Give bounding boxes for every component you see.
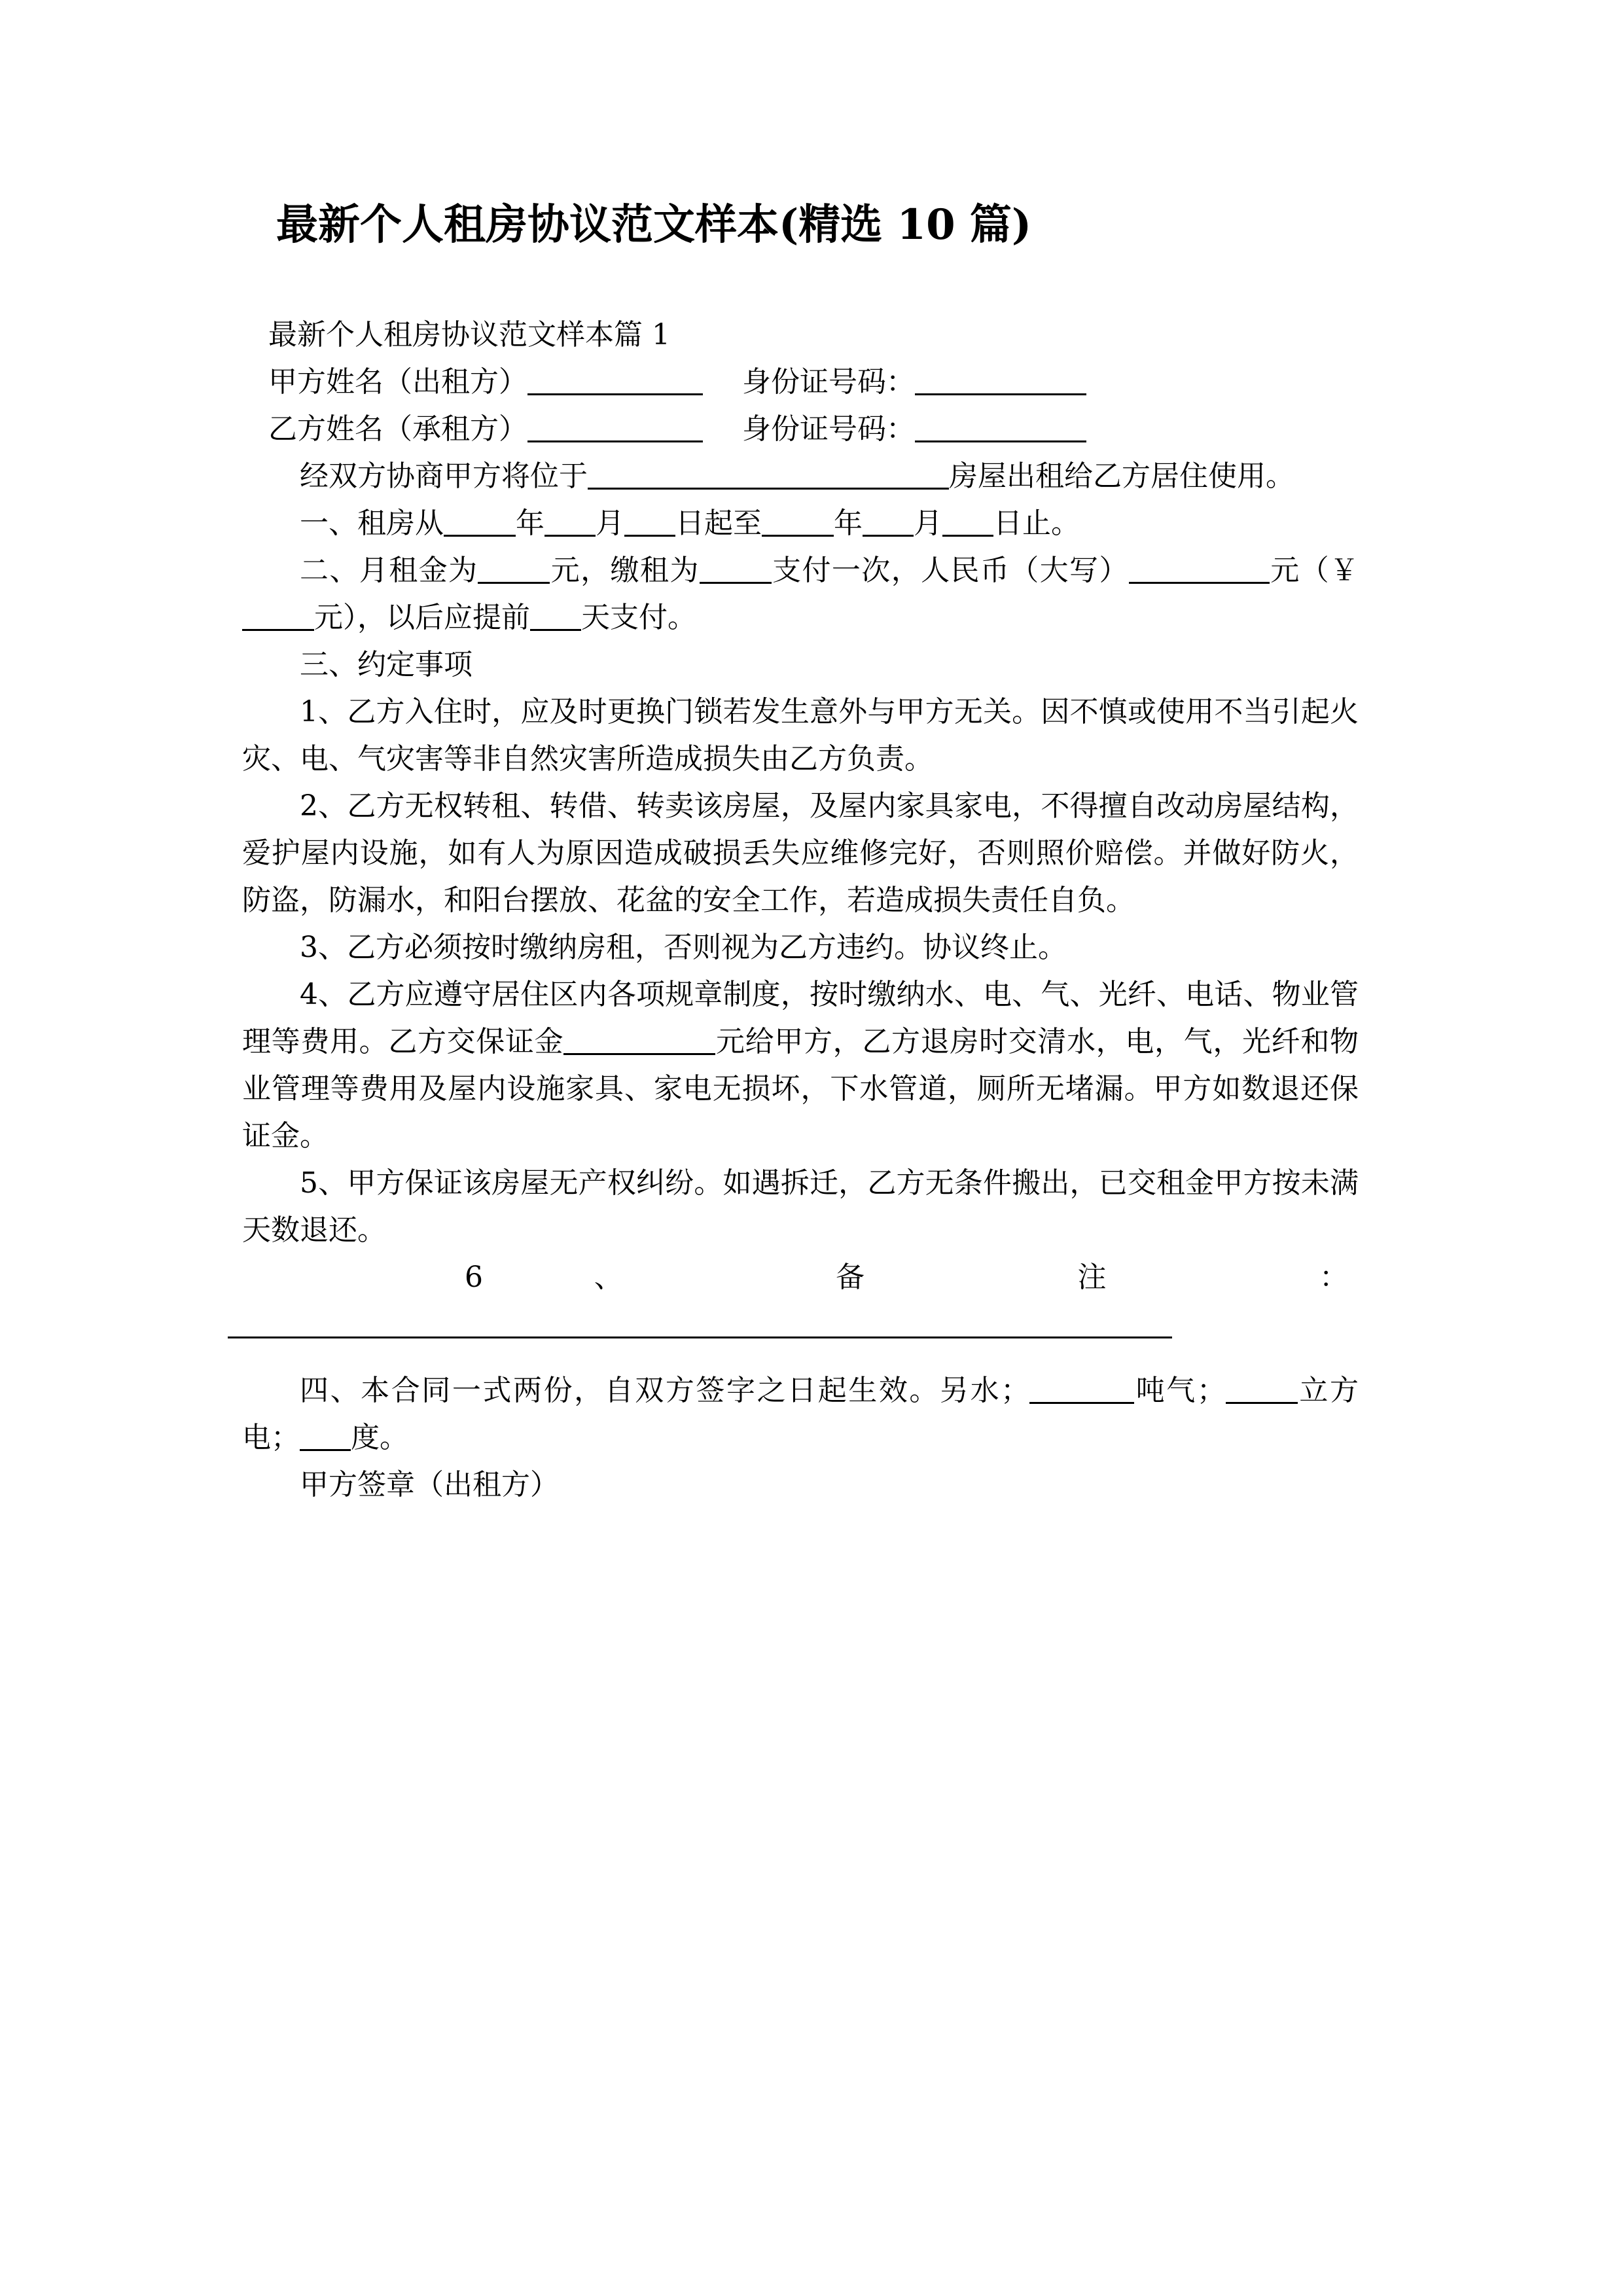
clause-one-label: 一、 [300, 507, 357, 540]
clause-two-text-6: 元），以后应提前 [314, 601, 530, 634]
item-6-char-pause: 、 [594, 1261, 725, 1294]
end-month-blank[interactable] [863, 505, 914, 537]
tenant-id-blank[interactable] [915, 410, 1086, 442]
monthly-rent-blank[interactable] [478, 552, 550, 584]
clause-one-text-3: 月 [596, 507, 624, 540]
clause-one-text-7: 日止。 [993, 507, 1080, 540]
item-6-char-number: 6 [465, 1261, 483, 1294]
clause-one-text-4: 日起至 [675, 507, 762, 540]
rent-period-blank[interactable] [700, 552, 772, 584]
clause-one-text-6: 月 [914, 507, 942, 540]
clause-two-text-2: 元，缴租为 [550, 554, 700, 587]
premises-address-blank[interactable] [588, 457, 949, 490]
end-day-blank[interactable] [942, 505, 993, 537]
clause-one-text-5: 年 [834, 507, 863, 540]
tenant-row [242, 406, 1359, 453]
item-4-text-2: 元给甲方，乙方退房时交清水，电，气，光纤和物业管理等费用及屋内设施家具、家电无损坏，下水管道，厕所无堵漏。甲方如数退还保证金。 [242, 1025, 1359, 1153]
tenant-name-blank[interactable] [527, 410, 703, 442]
landlord-signature-line: 甲方签章（出租方） [300, 1468, 559, 1501]
item-6-paragraph [242, 1254, 1359, 1301]
clause-two-text-3: 支付一次，人民币（大写） [771, 554, 1129, 587]
clause-two-text-1: 月租金为 [359, 554, 478, 587]
end-year-blank[interactable] [762, 505, 834, 537]
rent-figure-blank[interactable] [242, 599, 314, 631]
water-amount-blank[interactable] [1029, 1372, 1134, 1404]
item-2-paragraph: 2、乙方无权转租、转借、转卖该房屋，及屋内家具家电，不得擅自改动房屋结构，爱护屋内设施，如有人为原因造成破损丢失应维修完好，否则照价赔偿。并做好防火，防盗，防漏水，和阳台摆放、花盆的安全工作，若造成损失责任自负。 [242, 789, 1359, 917]
clause-one-text-2: 年 [516, 507, 544, 540]
item-6-char-colon: ： [1319, 1261, 1348, 1294]
landlord-id-label: 身份证号码： [742, 365, 915, 399]
clause-four-paragraph [242, 1367, 1359, 1462]
item-4-paragraph [242, 971, 1359, 1160]
item-6-char-zhu: 注 [1077, 1261, 1209, 1294]
tenant-id-label: 身份证号码： [742, 412, 915, 446]
landlord-row [242, 359, 1359, 406]
landlord-name-blank[interactable] [527, 363, 703, 395]
title-spacer [242, 246, 1359, 312]
clause-two-paragraph [242, 547, 1359, 641]
deposit-amount-blank[interactable] [563, 1023, 715, 1055]
document-content [242, 0, 1359, 1509]
horizontal-rule [228, 1336, 1172, 1338]
clause-four-text-4: 度。 [351, 1421, 408, 1454]
premises-lead-text: 经双方协商甲方将位于 [300, 459, 588, 493]
premises-continuation: 居住使用。 [1150, 459, 1294, 493]
clause-one-paragraph [242, 500, 1359, 547]
clause-three-paragraph: 三、约定事项 [300, 648, 473, 681]
gas-amount-blank[interactable] [1226, 1372, 1298, 1404]
electricity-amount-blank[interactable] [300, 1419, 351, 1451]
start-day-blank[interactable] [624, 505, 675, 537]
item-3-paragraph: 3、乙方必须按时缴纳房租，否则视为乙方违约。协议终止。 [300, 931, 1067, 964]
section-heading: 最新个人租房协议范文样本篇 1 [268, 318, 670, 351]
premises-tail-text: 房屋出租给乙方 [949, 459, 1150, 493]
clause-two-label: 二、 [300, 554, 359, 587]
clause-two-text-4: 元 [1269, 554, 1300, 587]
start-year-blank[interactable] [444, 505, 516, 537]
advance-days-blank[interactable] [530, 599, 581, 631]
clause-four-text-3: 立方电； [242, 1374, 1359, 1454]
landlord-name-label: 甲方姓名（出租方） [268, 365, 527, 399]
clause-two-text-7: 天支付。 [581, 601, 696, 634]
clause-two-text-5: （￥ [1300, 554, 1359, 587]
landlord-id-blank[interactable] [915, 363, 1086, 395]
item-6-char-bei: 备 [836, 1261, 967, 1294]
separator-wrap [242, 1301, 1359, 1367]
clause-four-text-2: 吨气； [1134, 1374, 1226, 1407]
page-title: 最新个人租房协议范文样本(精选 10 篇) [276, 200, 1032, 249]
item-5-paragraph: 5、甲方保证该房屋无产权纠纷。如遇拆迁，乙方无条件搬出，已交租金甲方按未满天数退还。 [242, 1166, 1359, 1247]
clause-four-text-1: 四、本合同一式两份，自双方签字之日起生效。另水； [300, 1374, 1030, 1407]
premises-paragraph [242, 453, 1359, 500]
clause-one-text-1: 租房从 [357, 507, 444, 540]
item-4-text-1: 4、乙方应遵守居住区内各项规章制度，按时缴纳水、电、气、光纤、电话、物业管理等费用。乙方交保证金 [242, 978, 1359, 1058]
start-month-blank[interactable] [544, 505, 596, 537]
tenant-name-label: 乙方姓名（承租方） [268, 412, 527, 446]
rent-words-blank[interactable] [1129, 552, 1270, 584]
item-1-paragraph: 1、乙方入住时，应及时更换门锁若发生意外与甲方无关。因不慎或使用不当引起火灾、电、气灾害等非自然灾害所造成损失由乙方负责。 [242, 695, 1359, 776]
